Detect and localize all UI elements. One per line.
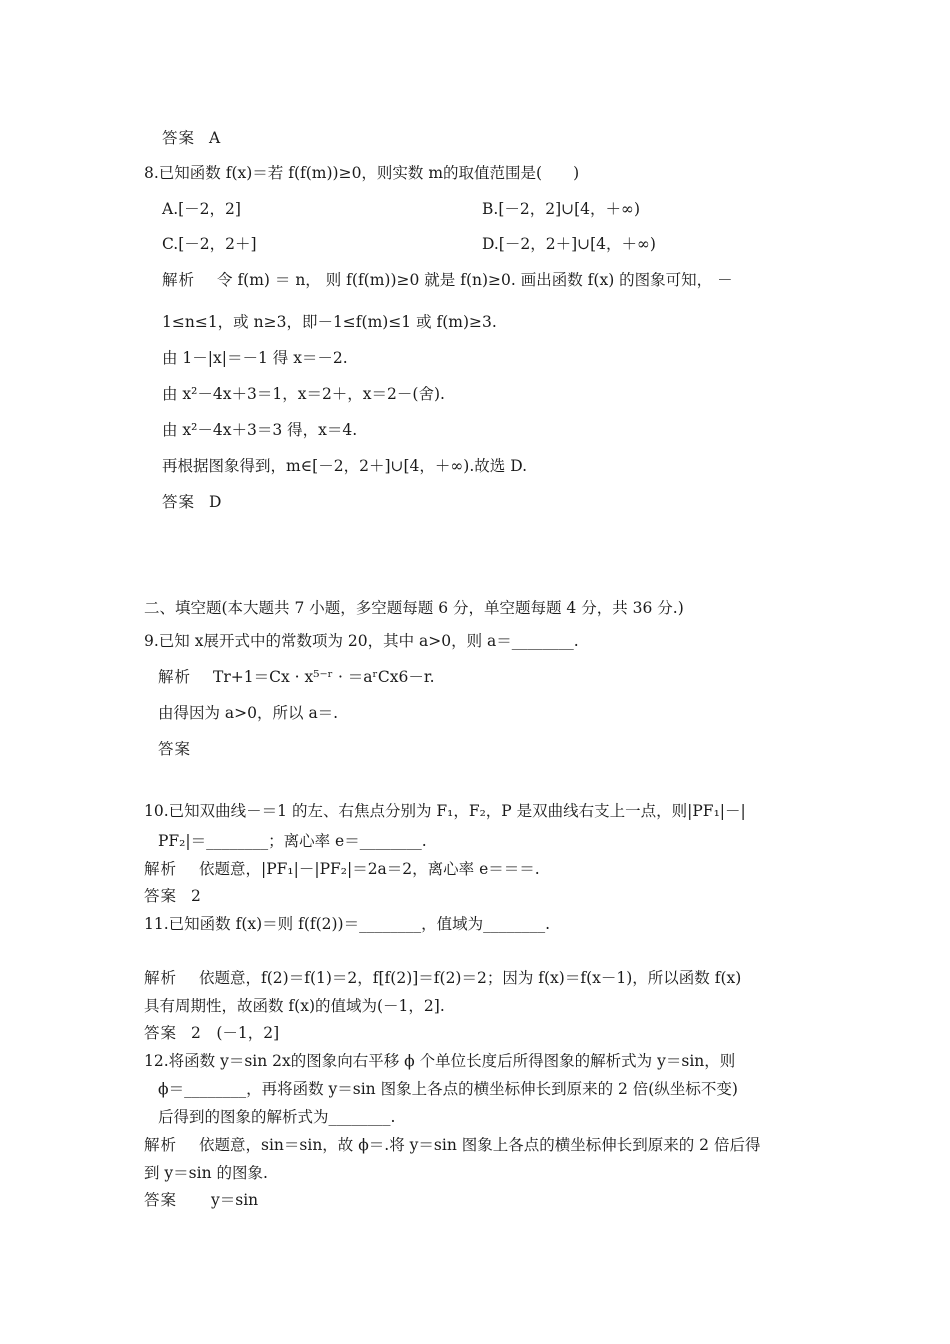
q11-answer — [144, 1023, 279, 1043]
q11-analysis-line-2: 具有周期性，故函数 f(x)的值域为(－1，2]. — [144, 997, 445, 1015]
q8-analysis-line-4: 由 x²－4x＋3＝1，x＝2＋，x＝2－(舍). — [162, 385, 445, 403]
q10-analysis — [144, 859, 540, 879]
q9-analysis-line-1 — [158, 667, 435, 687]
section-heading: 二、填空题(本大题共 7 小题，多空题每题 6 分，单空题每题 4 分，共 36 分.) — [144, 599, 684, 617]
q10-stem-line-1: 10.已知双曲线－＝1 的左、右焦点分别为 F₁，F₂，P 是双曲线右支上一点，则|PF₁|－| — [144, 802, 746, 820]
q9-stem: 9.已知 x展开式中的常数项为 20，其中 a>0，则 a＝________. — [144, 632, 579, 650]
q8-analysis-line-1 — [162, 270, 733, 290]
answer-value: 2 — [191, 887, 201, 905]
q12-analysis-line-1 — [144, 1135, 760, 1155]
q8-analysis-line-5: 由 x²－4x＋3＝3 得，x＝4. — [162, 421, 358, 439]
answer-value: y＝sin — [211, 1191, 259, 1209]
q11-stem: 11.已知函数 f(x)＝则 f(f(2))＝________，值域为________. — [144, 915, 551, 933]
analysis-text: 令 f(m) ＝ n， 则 f(f(m))≥0 就是 f(n)≥0. 画出函数 f(x) 的图象可知， － — [217, 271, 733, 289]
q9-analysis-line-2: 由得因为 a>0，所以 a＝. — [158, 704, 339, 722]
q12-stem-line-1: 12.将函数 y＝sin 2x的图象向右平移 ϕ 个单位长度后所得图象的解析式为 y＝sin，则 — [144, 1052, 736, 1070]
analysis-text: 依题意，f(2)＝f(1)＝2，f[f(2)]＝f(2)＝2；因为 f(x)＝f(x－1)，所以函数 f(x) — [199, 969, 742, 987]
analysis-text: 依题意，|PF₁|－|PF₂|＝2a＝2，离心率 e＝＝＝. — [199, 860, 540, 878]
q12-analysis-line-2: 到 y＝sin 的图象. — [144, 1164, 268, 1182]
q11-analysis-line-1 — [144, 968, 741, 988]
analysis-label: 解析 — [144, 1136, 178, 1154]
answer-value: A — [209, 129, 221, 147]
q7-answer — [162, 128, 220, 148]
q8-option-a: A.[－2，2] — [162, 200, 241, 218]
answer-label: 答案 — [144, 1191, 178, 1209]
q8-analysis-line-3: 由 1－|x|＝－1 得 x＝－2. — [162, 349, 348, 367]
analysis-text: 依题意，sin＝sin，故 ϕ＝.将 y＝sin 图象上各点的横坐标伸长到原来的 2 倍后得 — [199, 1136, 761, 1154]
q8-option-c: C.[－2，2＋] — [162, 235, 257, 253]
q8-analysis-line-6: 再根据图象得到，m∈[－2，2＋]∪[4，＋∞).故选 D. — [162, 457, 528, 475]
answer-label: 答案 — [158, 740, 192, 758]
answer-label: 答案 — [144, 887, 178, 905]
q12-answer — [144, 1190, 258, 1210]
analysis-text: Tr+1＝Cx · x⁵⁻ʳ · ＝aʳCx6－r. — [213, 668, 435, 686]
q8-analysis-line-2: 1≤n≤1，或 n≥3，即－1≤f(m)≤1 或 f(m)≥3. — [162, 313, 497, 331]
q8-option-d: D.[－2，2＋]∪[4，＋∞) — [482, 235, 656, 253]
analysis-label: 解析 — [144, 969, 178, 987]
analysis-label: 解析 — [158, 668, 192, 686]
answer-value: 2 (－1，2] — [191, 1024, 280, 1042]
q10-answer — [144, 886, 201, 906]
q9-answer — [158, 739, 191, 759]
q12-stem-line-2: ϕ＝________，再将函数 y＝sin 图象上各点的横坐标伸长到原来的 2 倍(纵坐标不变) — [158, 1080, 738, 1098]
answer-value: D — [209, 493, 222, 511]
q10-stem-line-2: PF₂|＝________；离心率 e＝________. — [158, 832, 427, 850]
q8-option-b: B.[－2，2]∪[4，＋∞) — [482, 200, 640, 218]
analysis-label: 解析 — [162, 271, 196, 289]
analysis-label: 解析 — [144, 860, 178, 878]
answer-label: 答案 — [162, 493, 196, 511]
q8-stem: 8.已知函数 f(x)＝若 f(f(m))≥0，则实数 m的取值范围是( ) — [144, 164, 580, 182]
answer-label: 答案 — [162, 129, 196, 147]
answer-label: 答案 — [144, 1024, 178, 1042]
q12-stem-line-3: 后得到的图象的解析式为________. — [158, 1108, 396, 1126]
q8-answer — [162, 492, 221, 512]
